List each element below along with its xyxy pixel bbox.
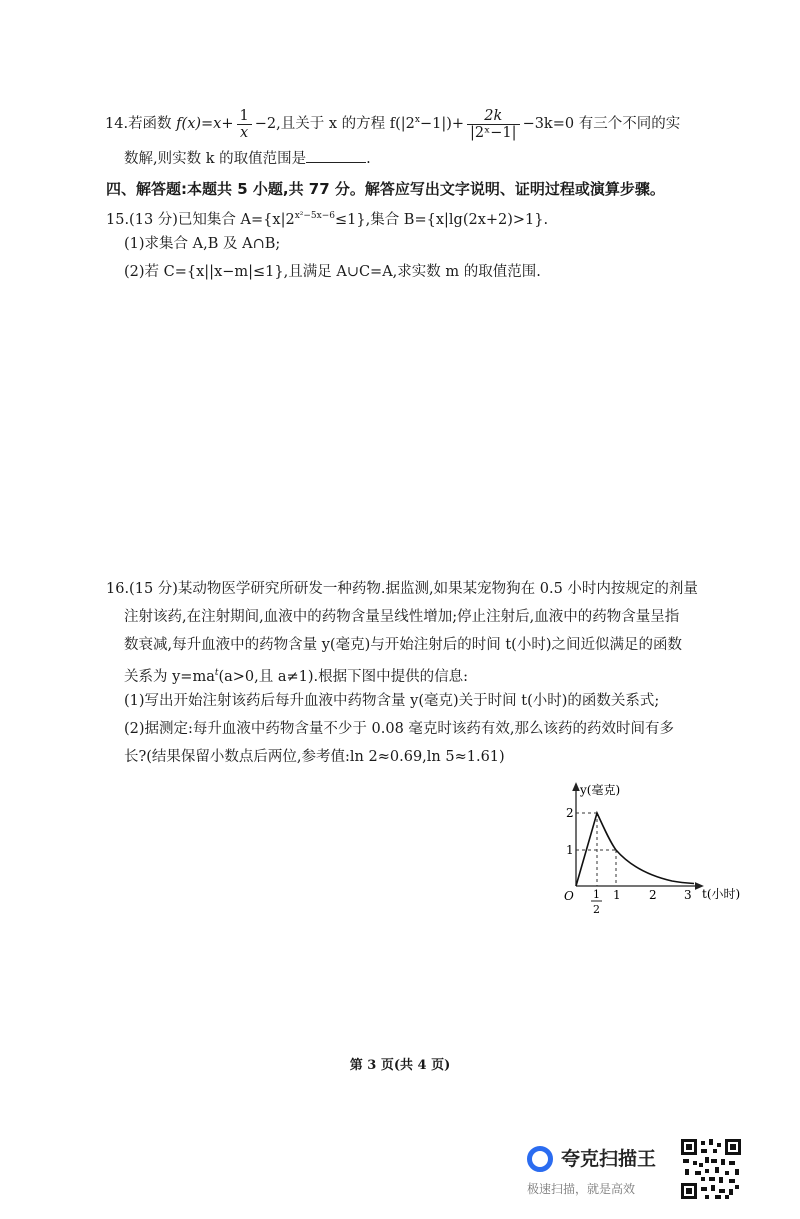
section-heading: 四、解答题:本题共 5 小题,共 77 分。解答应写出文字说明、证明过程或演算步骤。 <box>106 180 665 198</box>
q15-line2: (1)求集合 A,B 及 A∩B; <box>124 236 281 252</box>
q16-line1: 16.(15 分)某动物医学研究所研发一种药物.据监测,如果某宠物狗在 0.5 小时内按规定的剂量 <box>106 581 698 597</box>
q16-line3: 数衰减,每升血液中的药物含量 y(毫克)与开始注射后的时间 t(小时)之间近似满足的函数 <box>124 637 682 653</box>
q15-line1: 15.(13 分)已知集合 $A=\{x|2^{x^2-5x-6}\le 1\}$,集合 B={x|lg(2x+2)>1}. <box>106 211 549 228</box>
y-axis-label: y(毫克) <box>580 783 621 797</box>
origin-label: O <box>564 889 574 903</box>
q14-line2: 数解,则实数 k 的取值范围是 . <box>124 148 371 169</box>
q16-line4: 关系为 $y=ma^t(a>0$,且 a≠1).根据下图中提供的信息: <box>124 668 469 685</box>
watermark-title: 夸克扫描王 <box>561 1148 657 1170</box>
x-tick-3: 3 <box>684 888 692 902</box>
y-tick-1: 1 <box>566 843 574 857</box>
scanner-watermark <box>527 1140 677 1200</box>
x-axis-label: t(小时) <box>702 887 741 901</box>
drug-concentration-graph <box>560 772 750 920</box>
q16-line7: 长?(结果保留小数点后两位,参考值:ln 2≈0.69,ln 5≈1.61) <box>124 749 505 765</box>
watermark-subtitle: 极速扫描，就是高效 <box>527 1182 636 1196</box>
q14-fraction-2: $\frac{2k}{\text{|2ˣ−1|}}$ <box>467 108 520 141</box>
q16-line5: (1)写出开始注射该药后每升血液中药物含量 y(毫克)关于时间 t(小时)的函数关系式; <box>124 693 660 709</box>
answer-blank <box>306 148 366 163</box>
q14-line1: 14.若函数 f(x)=x+ $\frac{1}{x}$ −2,且关于 x 的方程 $f(|2^x-1|)+$ $\frac{2k}{\text{|2ˣ−1|}}$ −3k=0 有三个不同的实 <box>105 107 681 141</box>
page-footer: 第 3 页(共 4 页) <box>349 1058 451 1073</box>
q15-line3: (2)若 C={x||x−m|≤1},且满足 A∪C=A,求实数 m 的取值范围. <box>124 264 541 280</box>
y-tick-2: 2 <box>566 806 574 820</box>
x-tick-2: 2 <box>649 888 657 902</box>
x-tick-half-num: 1 <box>593 888 600 901</box>
q16-line2: 注射该药,在注射期间,血液中的药物含量呈线性增加;停止注射后,血液中的药物含量呈指 <box>124 609 680 625</box>
concentration-curve <box>576 813 694 886</box>
qr-code-icon <box>681 1139 741 1199</box>
q16-line6: (2)据测定:每升血液中药物含量不少于 0.08 毫克时该药有效,那么该药的药效时间有多 <box>124 721 675 737</box>
x-tick-1: 1 <box>613 888 621 902</box>
q14-fraction-1: $\frac{1}{x}$ <box>237 108 252 141</box>
x-tick-half-den: 2 <box>593 903 600 916</box>
quark-logo-icon <box>527 1146 553 1172</box>
